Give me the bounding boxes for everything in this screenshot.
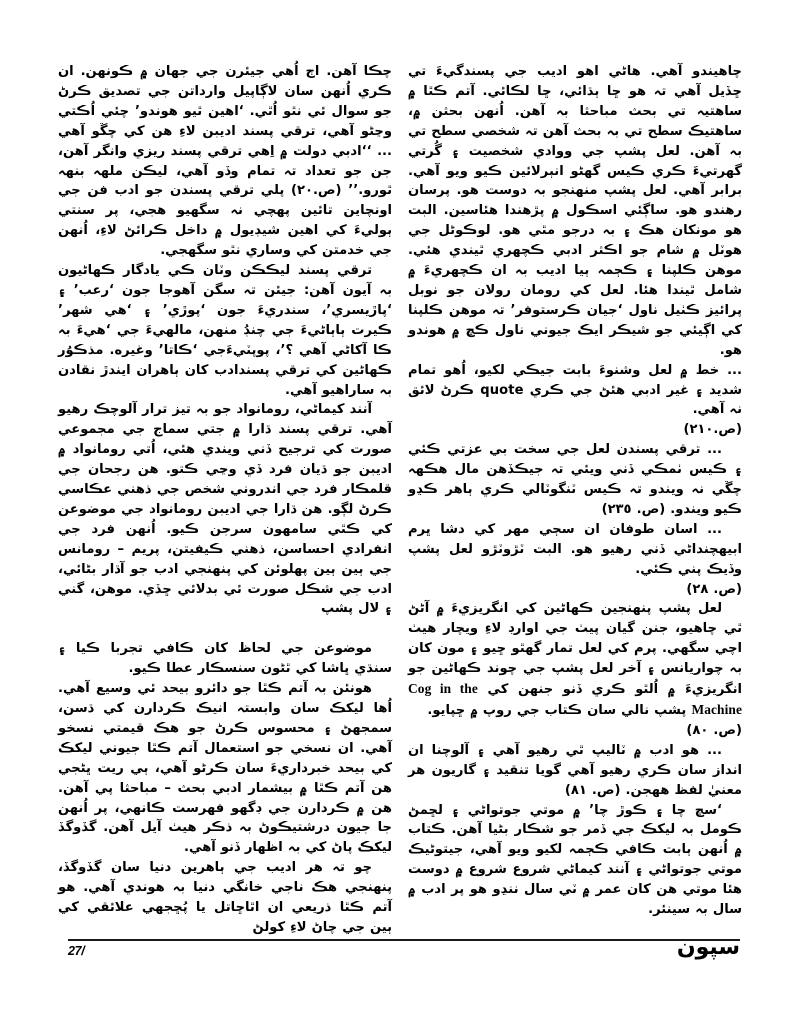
paragraph-text-tail: پشپ نالي سان ڪتاب جي روپ ۾ ڇپايو. (427, 703, 692, 718)
page-number: 27/ (68, 944, 85, 958)
paragraph: چاهيندو آهي. هاڻي اهو اديب جي پسندگيءَ تي ڇڏيل آهي تہ هو ڇا ٻڌائي، ڇا لڪائي. آتم ڪٿا ۾ ساهتيہ تي بحث مباحثا بہ آهن. اُنهن بحثن ۾، ساهتيڪ سطح تي بہ بحث آهن تہ شخصي سطح تي بہ آهن. لعل پشپ جي ووادي شخصيت ۽ گُرتي گهرتيءَ ڪري ڪيس گهٹو انٻرلائين ڪيو ويو آهي. برابر آهي. لعل پشپ منهنجو بہ دوست هو. پرسان رهندو هو. ساڳئي اسڪول ۾ پڙهندا هئاسين. البت هو مونکان هڪ ۽ بہ درجو مٿي هو. لوڪوڻل جي هوٽل ۾ شام جو اڪثر ادبي ڪچهري ٿيندي هئي. موهن ڪلپنا ۽ ڪڄمہ ٻيا اديب بہ ان ڪچهريءَ ۾ شامل ٿيندا هئا. لعل کي رومان رولان جو نوبل پرائيز ڪٺيل ناول ‘جيان ڪرستوفر’ تہ موهن ڪلپنا کي اڳيئي جو شيڪر ايڪ جيوني ناول ڪڇ ۾ هوندو هو. (408, 64, 742, 358)
page-reference: (ص.٢١٠) (683, 422, 742, 438)
paragraph: ترقي پسند ليڪڪن وٽان ڪي يادگار ڪهاڻيون بہ آيون آهن: جيئن تہ سگن آهوجا جون ‘رعب’ ۽ ‘پاڙيسري’، سندريءَ جون ‘پوڙي’ ۽ ‘هي شهر’ ڪيرت ٻاٻاڻيءَ جي چنڊُ منهن، مالهيءَ جي ‘هيءَ بہ ڪا آکاڻي آهي ؟’، پوپٽيءَجي ‘ڪاتا’ وغيره. مذڪوُر ڪهاڻين کي ترقي پسندادب کان ٻاهران ايندڙ نقادن بہ ساراهيو آهي. (58, 263, 392, 398)
two-column-body (58, 62, 742, 935)
paragraph-text: لعل پشپ پنهنجين ڪهاڻين کي انگريزيءَ ۾ آڻڻ ٿي چاهيو، جنن گيان پيٺ جي اوارڊ لاءِ ويچار هيٺ اچي سگهي. پرم کي لعل تمار گهٿو ڇيو ۽ مون کان بہ چواريانس ۽ آخر لعل پشپ جي چوند ڪهاڻين جو انگريزيءَ ۾ اُلٿو ڪري ڏنو جنهن کي (408, 601, 742, 698)
text-column-left (408, 62, 742, 922)
quotation-paragraph: ... هو ادب ۾ ٽاليپ ٿي رهيو آهي ۽ آلوچنا ان انداز سان ڪري رهيو آهي گويا تنقيد ۽ گاريون هر معنيٰ لفظ ههجن. (ص. ٨١) (408, 742, 742, 798)
page-reference: (ص. ٨٠) (686, 722, 742, 738)
quotation-paragraph (408, 361, 742, 421)
page-footer (60, 935, 740, 973)
paragraph: ‘سچ چا ۽ ڪوڙ چا’ ۾ موتي جوتواڻي ۽ لڇمڻ ڪومل بہ ليکڪ جي ڏمر جو شڪار بڻيا آهن. ڪتاب ۾ اُنهن ٻابت ڪافي ڪڄمہ لکيو ويو آهي، جيتوڻيڪ موتي جوتواڻي ۽ آنند کيماڻي شروع شروع ۾ دوست هئا موتي هن کان عمر ۾ ٽي سال ننڍو هو پر ادب ۾ سال بہ سينئر. (408, 802, 742, 918)
paragraph-spacer (58, 619, 392, 639)
journal-title: سپون (676, 935, 740, 960)
quotation-paragraph: ... اسان طوفان ان سڄي مهر کي دشا ڀرم ابيهچنداڻي ڏني رهيو هو. البت ٽڙوٽڙو لعل پشپ وڏيڪ پني ڪئي. (408, 521, 742, 577)
text-column-right (58, 62, 392, 935)
paragraph: آنند کيماڻي، رومانواد جو بہ تيز ترار آلوچڪ رهيو آهي. ترقي پسند ڌارا ۾ جتي سماج جي مجموعي صورت کي ترجيح ڏني ويندي هئي، اُتي رومانواد ۾ اديبن جو ڌيان فرد ڏي وڃي ڪتو. هن رجحان جي قلمڪار فرد جي اندروني شخص جي ذهني عڪاسي ڪرڻ لڳو. هن ڌارا جي اديبن رومانواد جي موضوعن کي ڪٿي سامهون سرجن ڪيو. اُنهن فرد جي انفرادي احساسن، ذهني ڪيفيتن، پريم – رومانس جي ٻين ٻين پهلوئن کي پنهنجي ادب جو آڌار بڻائي، ادب جي شڪل صورت ئي بدلائي ڇڏي. موهن، گني ۽ لال پشپ (58, 402, 392, 617)
page-reference: (ص. ٢٨) (686, 581, 742, 597)
quotation-paragraph: ... ترقي پسندن لعل جي سخت بي عزتي ڪئي ۽ ڪيس ٺمڪي ڏني ويئي تہ جيڪڏهن مال هڪهہ چڱي نہ ويندو تہ ڪيس ٽنگوٽالي ڪري ٻاهر ڪڍو ڪيو ويندو. (ص. ٢٣٥) (408, 442, 742, 517)
paragraph: موضوعن جي لحاظ کان ڪافي تجربا ڪيا ۽ سنڌي ڀاشا کي ٿڻون سنسڪار عطا ڪيو. (58, 641, 392, 677)
paragraph: هونئن بہ آتم ڪٿا جو دائرو بيحد ئي وسيع آهي. اُها ليکڪ سان وابستہ انيڪ ڪردارن کي ڌسن، سمجهڻ ۽ محسوس ڪرڻ جو هڪ قيمتي نسخو آهي. ان نسخي جو استعمال آتم ڪٿا جيوني ليکڪ کي بيحد خبرداريءَ سان ڪرڻو آهي، ٻي ريت ڀڻجي هن آتم ڪٿا ۾ بيشمار ادبي بحث – مباحثا پي آهن. هن ۾ ڪردارن جي ڊگهو فهرست ڪانهي، پر اُنهن جا جيون درشتيڪوڻ بہ ذڪر هيٺ آيل آهن. گڏوگڏ ليکڪ پاڻ کي بہ اظهار ڏنو آهي. (58, 681, 392, 856)
quote-text-part-a: ... خط ۾ لعل وشنوءَ بابت جيڪي لکيو، اُهو تمام شديد ۽ غير ادبي هئڻ جي ڪري quote ڪرڻ لائق نہ آهي. (408, 362, 742, 418)
paragraph: چو تہ هر اديب جي ٻاهرين دنيا سان گڏوگڏ، پنهنجي هڪ ناجي خانگي دنيا بہ هوندي آهي. هو آتم ڪٿا ذريعي ان اٿاڇاتل يا پُڇجهي علائقي کي ٻين جي چاڻ لاءِ کولڻ (58, 860, 392, 935)
paragraph-with-latin-title (408, 599, 742, 720)
paragraph: چڪا آهن. اڄ اُهي جيئرن جي جهان ۾ ڪونهن. ان ڪري اُنهن سان لاڳاپيل وارداتن جي تصديق ڪرڻ جو سوال ئي نٿو اُٿي. ‘اهين ٿيو هوندو’ چئي اُڪتي وڃڻو آهي، ترقي پسند اديبن لاءِ هن کي چڱو آهي ... ‘‘ادبي دولت ۾ اِهي ترقي پسند ريزي وانگر آهن، جن جو تعداد تہ تمام وڏو آهي، ليڪن ملهہ بنهہ ٿورو.’’ (ص.٢٠) پلي ترقي پسندن جو ادب فن جي اونچاين تائين پهچي نہ سگهيو هجي، پر سنتي ٻوليءَ کي اهين شيڊيول ۾ داخل ڪرائڻ لاءِ، اُنهن جي خدمتن کي وساري نٿو سگهجي. (58, 64, 392, 259)
book-title-latin: Cog in the Machine (408, 681, 742, 717)
